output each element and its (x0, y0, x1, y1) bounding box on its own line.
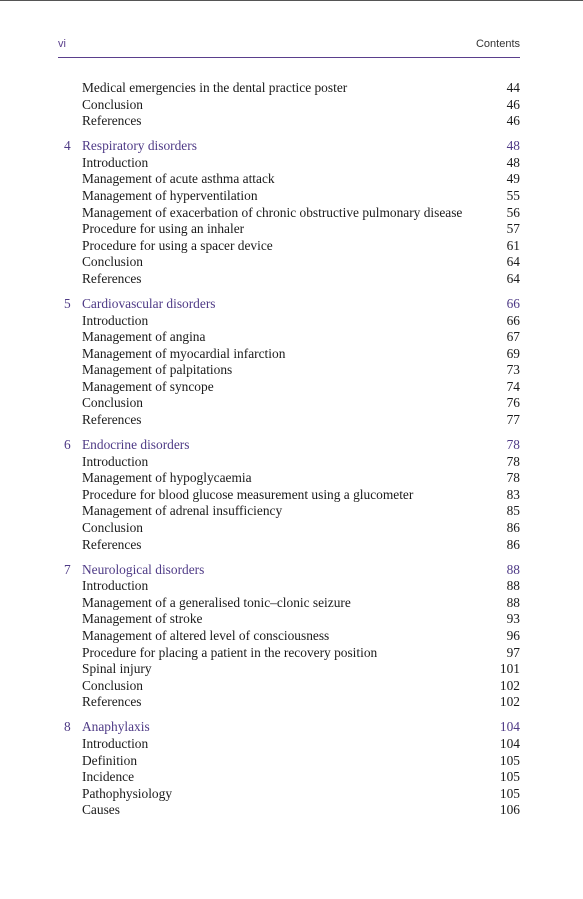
section-title: Management of syncope (82, 378, 214, 394)
section-title: References (82, 536, 142, 552)
running-title: Contents (475, 38, 520, 50)
section-title: Procedure for using an inhaler (82, 221, 245, 237)
section-title: Medical emergencies in the dental practice poster (82, 80, 348, 95)
page-number: 88 (506, 578, 520, 594)
section-title: Definition (82, 752, 138, 768)
page-folio: vi (58, 38, 66, 50)
page-number: 57 (506, 221, 520, 237)
toc-section-entry[interactable] (58, 611, 520, 628)
toc-section-entry[interactable] (58, 802, 520, 819)
section-title: Management of altered level of consciousness (82, 627, 330, 643)
toc-chapter-entry[interactable] (58, 296, 520, 313)
toc-chapter-entry[interactable] (58, 719, 520, 736)
section-title: Conclusion (82, 677, 144, 693)
toc-section-entry[interactable] (58, 661, 520, 678)
toc-section-entry[interactable] (58, 205, 520, 222)
toc-section-entry[interactable] (58, 520, 520, 537)
table-of-contents (58, 80, 520, 819)
chapter-title: Neurological disorders (82, 561, 205, 577)
section-title: Procedure for using a spacer device (82, 237, 273, 253)
section-title: References (82, 113, 142, 129)
section-title: Introduction (82, 312, 149, 328)
section-title: Conclusion (82, 395, 144, 411)
section-title: Management of palpitations (82, 362, 233, 378)
section-title: Introduction (82, 453, 149, 469)
toc-section-entry[interactable] (58, 786, 520, 803)
page-number: 66 (506, 295, 520, 311)
section-title: References (82, 270, 142, 286)
page-number: 102 (499, 694, 520, 710)
page-number: 78 (506, 453, 520, 469)
page-number: 93 (506, 611, 520, 627)
chapter-title: Respiratory disorders (82, 138, 197, 154)
toc-section-entry[interactable] (58, 97, 520, 114)
section-title: Management of angina (82, 329, 206, 345)
toc-section-entry[interactable] (58, 645, 520, 662)
section-title: Management of hypoglycaemia (82, 470, 252, 486)
page-number: 97 (506, 644, 520, 660)
toc-section-entry[interactable] (58, 329, 520, 346)
toc-section-entry[interactable] (58, 769, 520, 786)
section-title: Causes (82, 802, 120, 818)
chapter-title: Cardiovascular disorders (82, 295, 216, 311)
page-number: 88 (506, 594, 520, 610)
top-border-line (0, 0, 583, 1)
section-title: Introduction (82, 735, 149, 751)
toc-section-entry[interactable] (58, 155, 520, 172)
toc-chapter-entry[interactable] (58, 138, 520, 155)
section-title: Pathophysiology (82, 785, 173, 801)
page-number: 105 (499, 785, 520, 801)
page-number: 77 (506, 412, 520, 428)
page-number: 48 (506, 138, 520, 154)
page-number: 46 (506, 96, 520, 112)
page-number: 64 (506, 254, 520, 270)
toc-section-entry[interactable] (58, 537, 520, 554)
section-title: Procedure for blood glucose measurement using a glucometer (82, 486, 414, 502)
toc-section-entry[interactable] (58, 80, 520, 97)
toc-section-entry[interactable] (58, 694, 520, 711)
page-number: 48 (506, 154, 520, 170)
page-number: 49 (506, 171, 520, 187)
page-number: 105 (499, 769, 520, 785)
section-title: Introduction (82, 154, 149, 170)
page-number: 44 (506, 80, 520, 95)
chapter-title: Anaphylaxis (82, 719, 150, 735)
chapter-number: 4 (64, 138, 71, 154)
page-number: 104 (499, 719, 520, 735)
page-number: 96 (506, 627, 520, 643)
page-number: 56 (506, 204, 520, 220)
toc-section-entry[interactable] (58, 379, 520, 396)
section-title: References (82, 412, 142, 428)
chapter-number: 8 (64, 719, 71, 735)
toc-section-entry[interactable] (58, 470, 520, 487)
chapter-number: 6 (64, 437, 71, 453)
toc-section-entry[interactable] (58, 271, 520, 288)
page-number: 101 (499, 661, 520, 677)
section-title: Introduction (82, 578, 149, 594)
toc-section-entry[interactable] (58, 736, 520, 753)
page-number: 88 (506, 561, 520, 577)
section-title: Management of hyperventilation (82, 187, 258, 203)
toc-section-entry[interactable] (58, 678, 520, 695)
section-title: Conclusion (82, 96, 144, 112)
page-number: 69 (506, 345, 520, 361)
toc-section-entry[interactable] (58, 454, 520, 471)
chapter-number: 7 (64, 561, 71, 577)
page-number: 67 (506, 329, 520, 345)
chapter-title: Endocrine disorders (82, 437, 190, 453)
toc-section-entry[interactable] (58, 313, 520, 330)
section-title: Management of acute asthma attack (82, 171, 275, 187)
page-number: 104 (499, 735, 520, 751)
page-number: 102 (499, 677, 520, 693)
section-title: Management of myocardial infarction (82, 345, 286, 361)
toc-section-entry[interactable] (58, 113, 520, 130)
toc-section-entry[interactable] (58, 254, 520, 271)
toc-section-entry[interactable] (58, 628, 520, 645)
toc-chapter-entry[interactable] (58, 562, 520, 579)
section-title: Conclusion (82, 254, 144, 270)
toc-section-entry[interactable] (58, 578, 520, 595)
toc-chapter-entry[interactable] (58, 437, 520, 454)
chapter-number: 5 (64, 295, 71, 311)
page-number: 61 (506, 237, 520, 253)
toc-section-entry[interactable] (58, 753, 520, 770)
toc-section-entry[interactable] (58, 171, 520, 188)
page-number: 73 (506, 362, 520, 378)
toc-section-entry[interactable] (58, 487, 520, 504)
page-number: 55 (506, 187, 520, 203)
toc-section-entry[interactable] (58, 595, 520, 612)
header-rule (58, 57, 520, 58)
running-header (58, 38, 520, 56)
toc-section-entry[interactable] (58, 346, 520, 363)
section-title: Management of a generalised tonic–clonic seizure (82, 594, 351, 610)
section-title: Incidence (82, 769, 135, 785)
section-title: References (82, 694, 142, 710)
page-number: 106 (499, 802, 520, 818)
section-title: Spinal injury (82, 661, 152, 677)
page-number: 86 (506, 536, 520, 552)
section-title: Procedure for placing a patient in the recovery position (82, 644, 378, 660)
page-number: 83 (506, 486, 520, 502)
page-number: 85 (506, 503, 520, 519)
toc-section-entry[interactable] (58, 412, 520, 429)
toc-section-entry[interactable] (58, 221, 520, 238)
page-number: 46 (506, 113, 520, 129)
toc-section-entry[interactable] (58, 362, 520, 379)
page-number: 78 (506, 437, 520, 453)
page-number: 105 (499, 752, 520, 768)
page-number: 78 (506, 470, 520, 486)
page-number: 66 (506, 312, 520, 328)
toc-section-entry[interactable] (58, 503, 520, 520)
page-number: 76 (506, 395, 520, 411)
toc-section-entry[interactable] (58, 188, 520, 205)
toc-section-entry[interactable] (58, 395, 520, 412)
page-number: 86 (506, 520, 520, 536)
section-title: Management of adrenal insufficiency (82, 503, 283, 519)
section-title: Management of stroke (82, 611, 203, 627)
page-number: 64 (506, 270, 520, 286)
page-number: 74 (506, 378, 520, 394)
section-title: Conclusion (82, 520, 144, 536)
toc-section-entry[interactable] (58, 238, 520, 255)
section-title: Management of exacerbation of chronic obstructive pulmonary disease (82, 204, 463, 220)
